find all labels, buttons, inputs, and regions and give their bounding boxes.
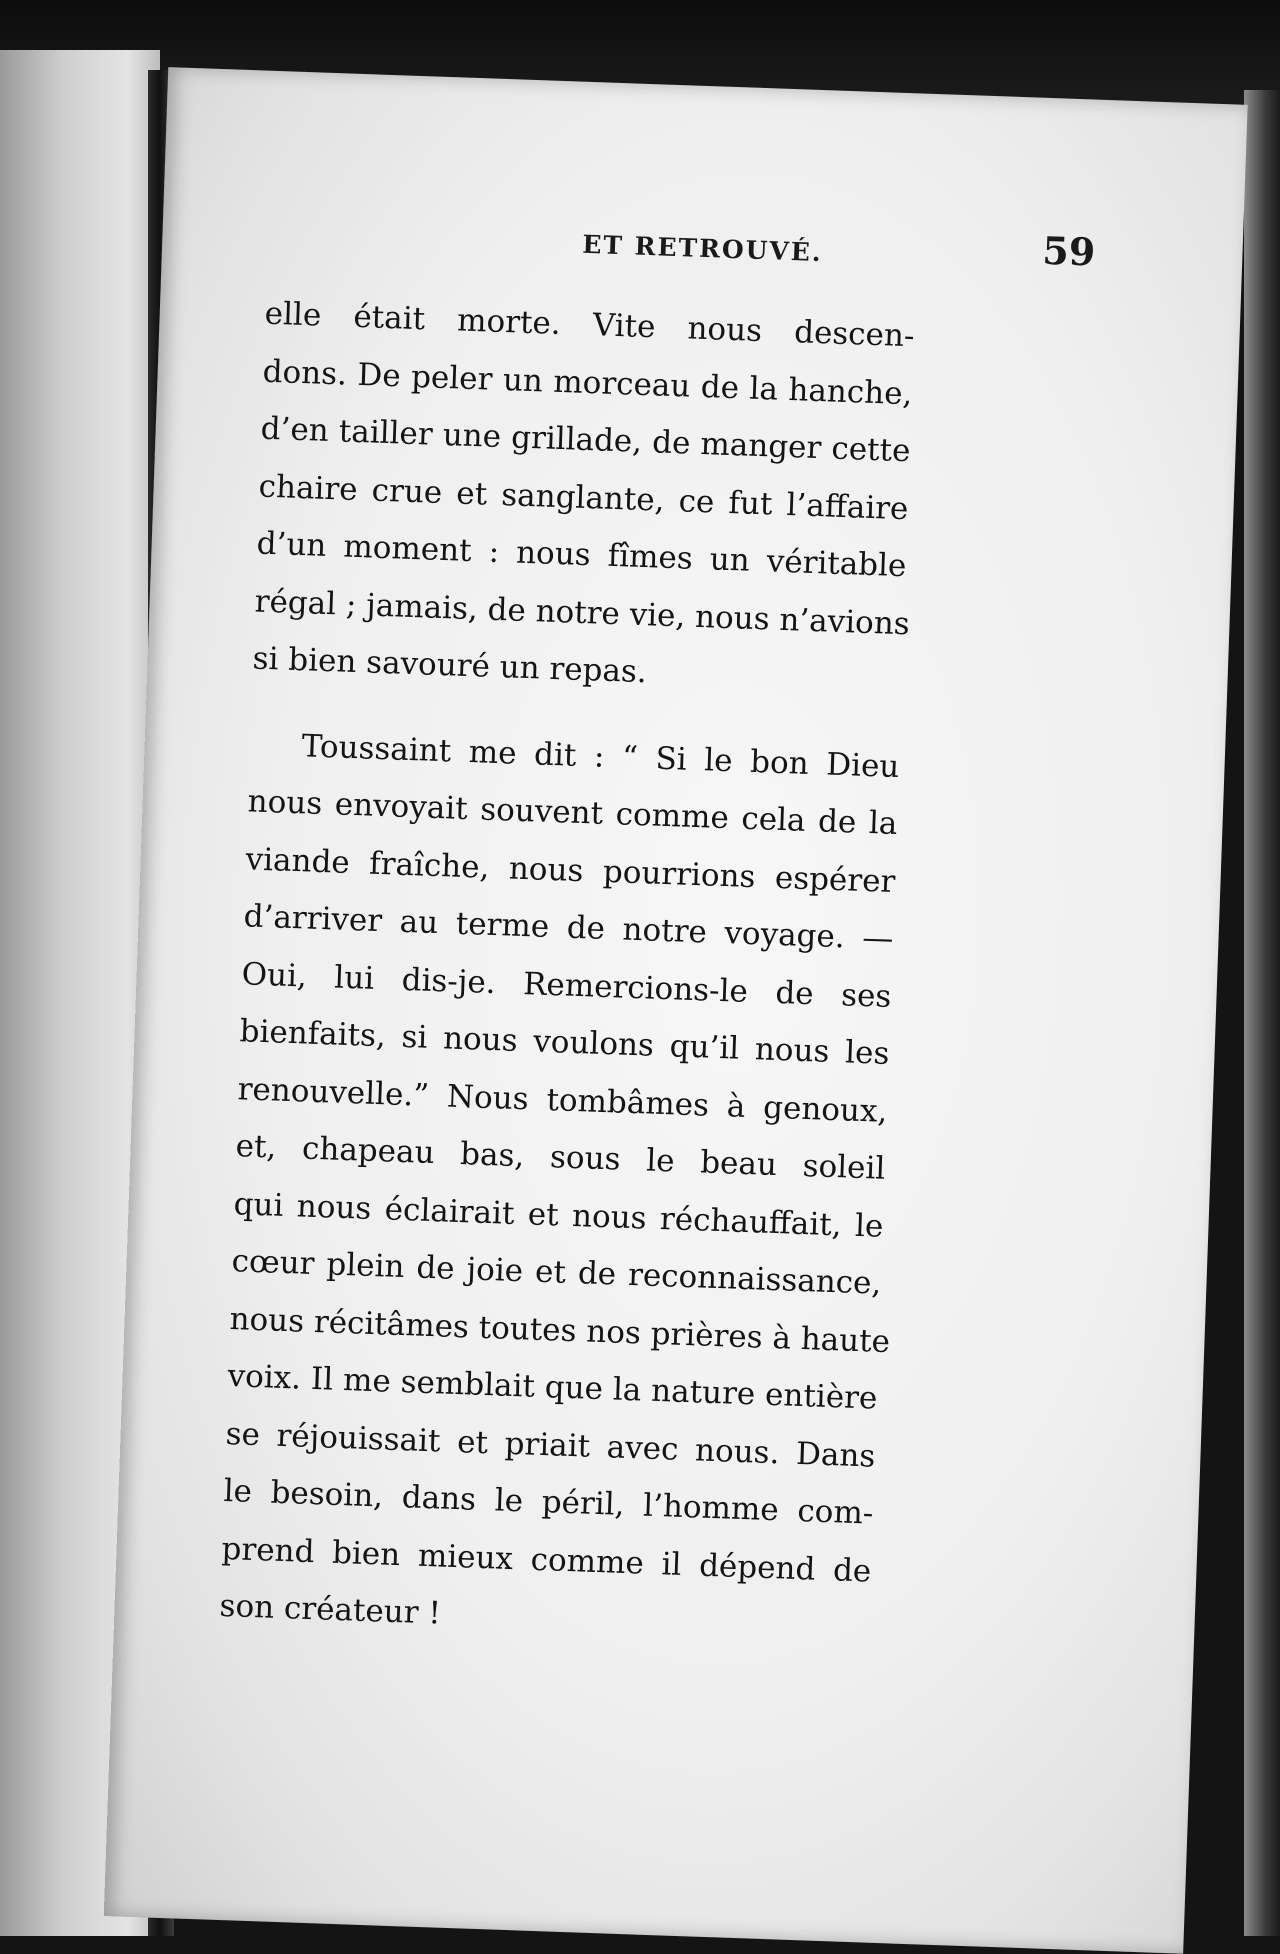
text-line: voix. Il me semblait que la nature entière [227,1358,878,1417]
text-line: chaire crue et sanglante, ce fut l’affaire [258,468,909,527]
text-line: cœur plein de joie et de reconnaissance, [231,1243,882,1302]
text-line: bienfaits, si nous voulons qu’il nous les [239,1013,890,1072]
text-line: Toussaint me dit : “ Si le bon Dieu [301,727,900,785]
paragraph-1 [252,286,916,711]
text-line: le besoin, dans le péril, l’homme com- [223,1472,874,1532]
text-line: nous envoyait souvent comme cela de la [247,783,898,843]
running-head: ET RETROUVÉ. [581,229,824,268]
text-line: et, chapeau bas, sous le beau soleil [235,1128,886,1187]
text-line: d’arriver au terme de notre voyage. — [243,898,894,957]
text-line: qui nous éclairait et nous réchauffait, le [233,1185,884,1245]
body-text [219,286,916,1658]
paragraph-2 [219,716,901,1658]
text-line: se réjouissait et priait avec nous. Dans [225,1415,876,1475]
text-line: d’en tailler une grillade, de manger cette [260,410,912,470]
text-line: viande fraîche, nous pourrions espérer [245,840,896,900]
text-line: renouvelle.” Nous tombâmes à genoux, [237,1070,888,1130]
text-line: si bien savouré un repas. [252,640,648,691]
text-line: dons. De peler un morceau de la hanche, [262,353,914,412]
text-line: d’un moment : nous fîmes un véritable [256,525,907,585]
text-line: prend bien mieux comme il dépend de [221,1530,872,1590]
page-stack-edge [1244,90,1280,1936]
text-line: régal ; jamais, de notre vie, nous n’avions [254,583,911,642]
text-line: elle était morte. Vite nous descen- [264,295,916,355]
book-page [104,67,1248,1954]
text-line: nous récitâmes toutes nos prières à haute [229,1300,891,1360]
page-number: 59 [1041,227,1097,275]
text-line: Oui, lui dis-je. Remercions-le de ses [241,955,892,1015]
text-line: son créateur ! [219,1587,442,1632]
